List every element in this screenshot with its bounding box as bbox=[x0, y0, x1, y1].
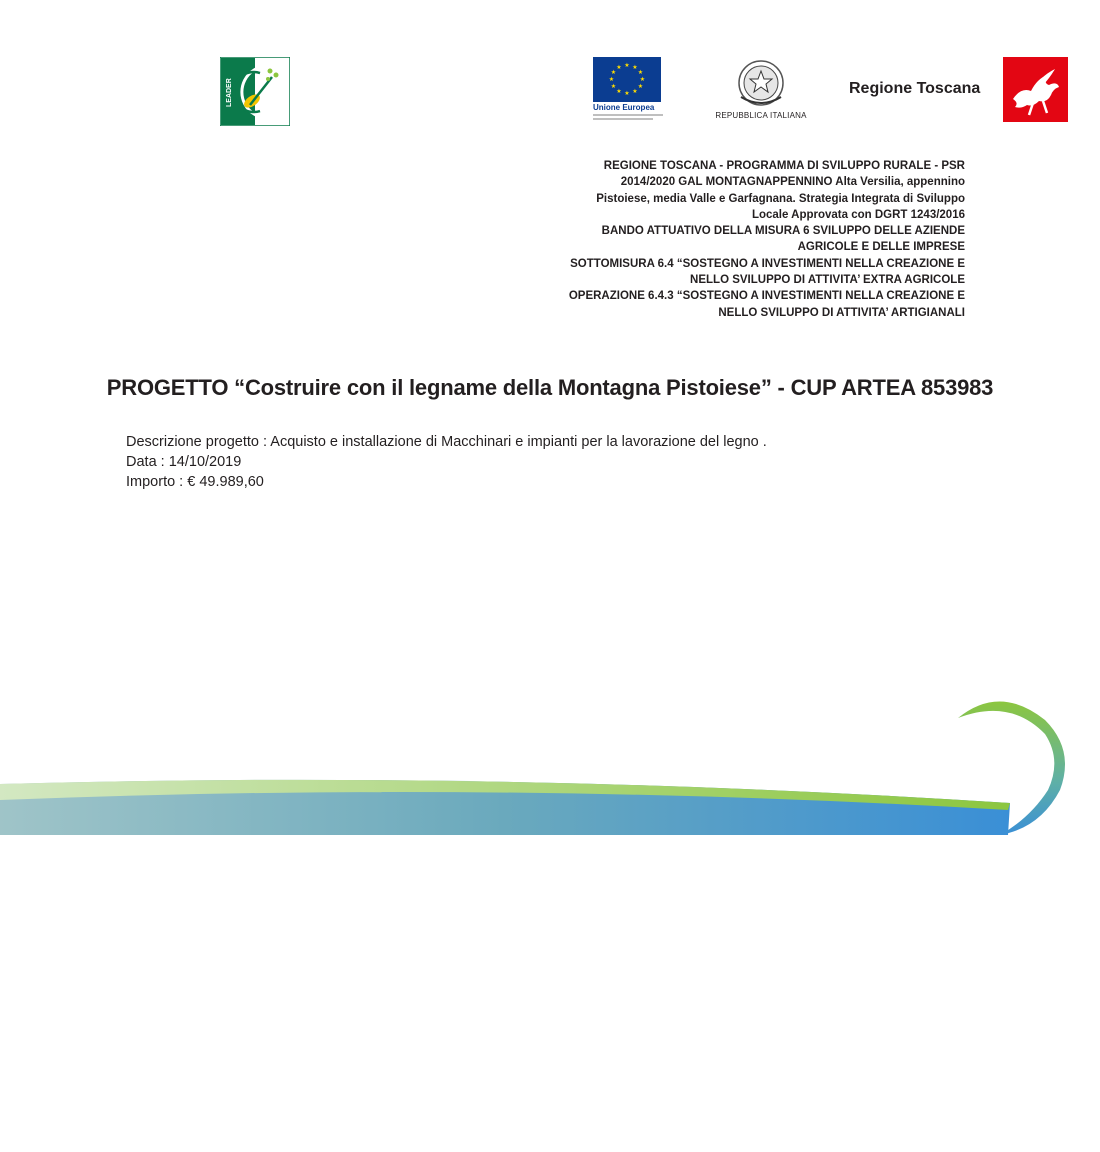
tuscany-pegasus-icon bbox=[1003, 57, 1068, 122]
header-line: Pistoiese, media Valle e Garfagnana. Strategia Integrata di Sviluppo bbox=[596, 192, 965, 205]
svg-text:★: ★ bbox=[616, 64, 622, 71]
svg-text:★: ★ bbox=[637, 83, 644, 90]
svg-text:★: ★ bbox=[608, 76, 615, 83]
header-line: AGRICOLE E DELLE IMPRESE bbox=[797, 241, 965, 254]
header-line: Locale Approvata con DGRT 1243/2016 bbox=[751, 208, 965, 221]
amount-row bbox=[126, 474, 264, 490]
description-value: Acquisto e installazione di Macchinari e impianti per la lavorazione del legno . bbox=[270, 434, 767, 450]
decorative-swoosh bbox=[0, 690, 1100, 850]
header-line: NELLO SVILUPPO DI ATTIVITA’ EXTRA AGRICOLE bbox=[690, 274, 965, 287]
amount-label: Importo : bbox=[126, 474, 188, 490]
date-value: 14/10/2019 bbox=[168, 454, 242, 470]
italian-emblem-icon bbox=[708, 57, 814, 109]
italy-logo bbox=[708, 57, 814, 123]
svg-text:★: ★ bbox=[632, 88, 638, 95]
svg-text:★: ★ bbox=[610, 69, 617, 76]
header-line: SOTTOMISURA 6.4 “SOSTEGNO A INVESTIMENTI NELLA CREAZIONE E bbox=[570, 257, 965, 270]
eu-logo bbox=[593, 57, 663, 119]
header-line: BANDO ATTUATIVO DELLA MISURA 6 SVILUPPO DELLE AZIENDE bbox=[601, 225, 965, 238]
description-row bbox=[126, 434, 767, 450]
header-line: REGIONE TOSCANA - PROGRAMMA DI SVILUPPO RURALE - PSR bbox=[603, 160, 965, 172]
date-label: Data : bbox=[126, 454, 169, 470]
description-label: Descrizione progetto : bbox=[126, 434, 271, 450]
eu-label: Unione Europea bbox=[593, 103, 655, 112]
leader-text: LEADER bbox=[226, 78, 233, 107]
header-line: 2014/2020 GAL MONTAGNAPPENNINO Alta Versilia, appennino bbox=[620, 176, 965, 189]
header-line: NELLO SVILUPPO DI ATTIVITA’ ARTIGIANALI bbox=[718, 306, 965, 319]
italy-label: REPUBBLICA ITALIANA bbox=[715, 111, 807, 120]
svg-text:★: ★ bbox=[632, 64, 638, 71]
svg-text:★: ★ bbox=[624, 62, 630, 69]
svg-text:★: ★ bbox=[610, 83, 617, 90]
eu-fine-print bbox=[593, 118, 653, 120]
leader-logo bbox=[220, 57, 290, 126]
tuscany-label: Regione Toscana bbox=[849, 80, 981, 97]
svg-text:★: ★ bbox=[637, 69, 644, 76]
date-row bbox=[126, 454, 241, 470]
header-line: OPERAZIONE 6.4.3 “SOSTEGNO A INVESTIMENTI NELLA CREAZIONE E bbox=[568, 290, 965, 303]
project-title: PROGETTO “Costruire con il legname della Montagna Pistoiese” - CUP ARTEA 853983 bbox=[106, 375, 994, 400]
amount-value: € 49.989,60 bbox=[187, 474, 264, 490]
program-header bbox=[540, 158, 965, 321]
eu-fine-print bbox=[593, 114, 663, 116]
leader-emblem-icon bbox=[220, 57, 290, 126]
svg-text:★: ★ bbox=[616, 88, 622, 95]
svg-text:★: ★ bbox=[624, 90, 630, 97]
eu-flag-icon bbox=[593, 57, 661, 102]
svg-text:★: ★ bbox=[639, 76, 646, 83]
